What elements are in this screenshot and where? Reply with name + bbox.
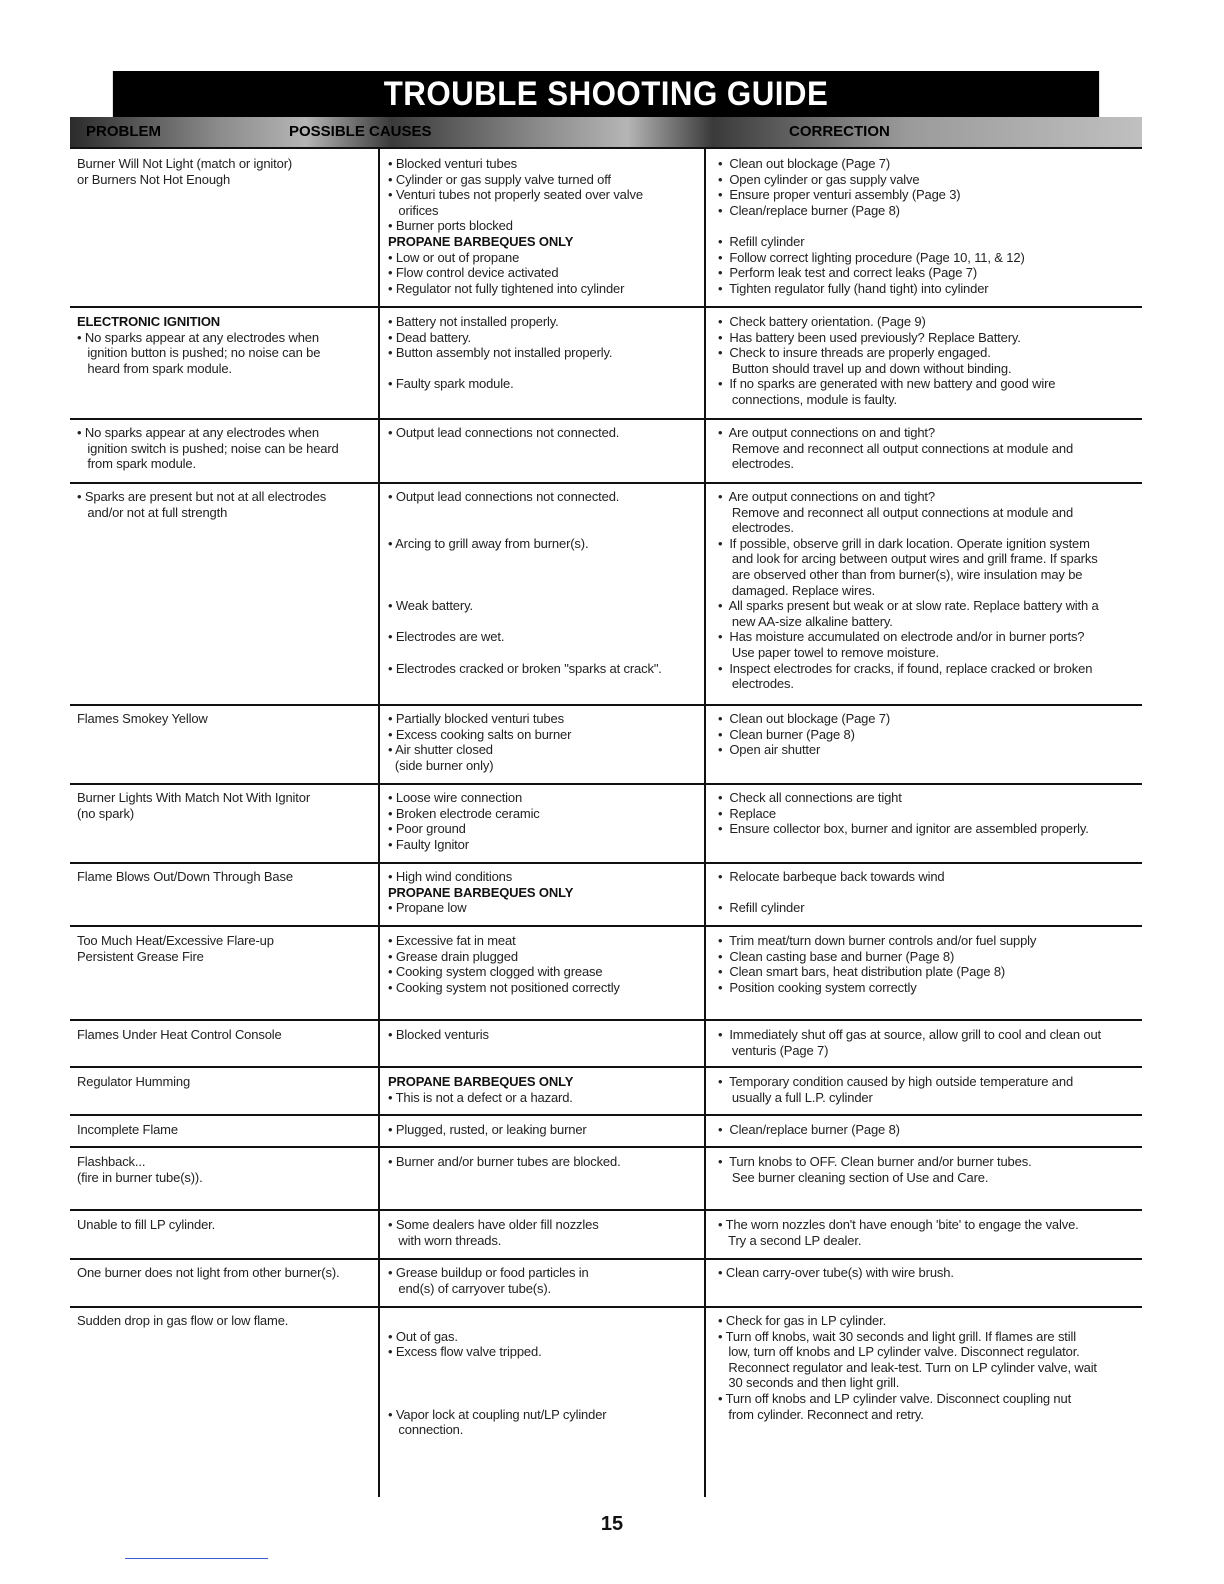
text-line: • Refill cylinder <box>718 233 805 249</box>
row-separator <box>70 1066 1142 1068</box>
problem-cell <box>77 1265 339 1281</box>
text-line: • Low or out of propane <box>388 249 520 265</box>
text-line: electrodes. <box>718 676 794 692</box>
problem-cell <box>77 711 208 727</box>
causes-cell <box>388 1313 606 1438</box>
text-line: • Faulty spark module. <box>388 376 514 392</box>
row-separator <box>70 1258 1142 1260</box>
correction-cell <box>718 1122 900 1138</box>
text-line <box>388 505 662 521</box>
correction-cell <box>718 1265 954 1281</box>
text-line: • Clean out blockage (Page 7) <box>718 711 891 726</box>
text-line: ELECTRONIC IGNITION <box>77 314 221 329</box>
text-line: • Clean burner (Page 8) <box>718 726 855 742</box>
text-line: • Temporary condition caused by high outside temperature and <box>718 1074 1074 1089</box>
text-line: • Vapor lock at coupling nut/LP cylinder <box>388 1406 607 1422</box>
text-line: Remove and reconnect all output connections at module and <box>718 504 1074 520</box>
text-line: • Open cylinder or gas supply valve <box>718 171 920 187</box>
causes-cell <box>388 1265 589 1296</box>
text-line: Incomplete Flame <box>77 1122 178 1137</box>
text-line: • Output lead connections not connected. <box>388 489 620 504</box>
column-divider-1 <box>378 147 380 1497</box>
problem-cell <box>77 1217 215 1233</box>
text-line: • Burner and/or burner tubes are blocked. <box>388 1154 621 1169</box>
problem-cell <box>77 314 320 376</box>
page-number: 15 <box>600 1513 624 1535</box>
header-correction: CORRECTION <box>789 123 890 140</box>
text-line: • Cylinder or gas supply valve turned off <box>388 171 611 187</box>
text-line: • Tighten regulator fully (hand tight) into cylinder <box>718 280 989 296</box>
text-line: • Electrodes are wet. <box>388 629 505 645</box>
text-line: • Burner ports blocked <box>388 218 513 234</box>
text-line <box>388 1360 606 1376</box>
text-line <box>388 567 662 583</box>
text-line <box>388 551 662 567</box>
header-possible-causes: POSSIBLE CAUSES <box>289 123 432 140</box>
column-divider-2 <box>704 147 706 1497</box>
text-line: Flames Under Heat Control Console <box>77 1027 282 1042</box>
row-separator <box>70 306 1142 308</box>
causes-cell <box>388 314 612 392</box>
text-line: ignition switch is pushed; noise can be heard <box>77 440 339 456</box>
text-line: • No sparks appear at any electrodes when <box>77 329 319 345</box>
text-line: Burner Lights With Match Not With Ignitor <box>77 790 310 805</box>
text-line: 30 seconds and then light grill. <box>718 1375 900 1391</box>
text-line: • Excess cooking salts on burner <box>388 726 572 742</box>
row-separator <box>70 1114 1142 1116</box>
text-line: • Weak battery. <box>388 598 473 614</box>
causes-cell <box>388 869 573 916</box>
problem-cell <box>77 1027 282 1043</box>
text-line: • Clean/replace burner (Page 8) <box>718 202 900 218</box>
text-line: • Clean out blockage (Page 7) <box>718 156 891 171</box>
text-line: • High wind conditions <box>388 869 513 884</box>
text-line: • Follow correct lighting procedure (Page 10, 11, & 12) <box>718 249 1025 265</box>
table-header <box>70 117 1142 149</box>
text-line <box>388 1313 606 1329</box>
text-line: • Excess flow valve tripped. <box>388 1344 542 1360</box>
text-line <box>388 614 662 630</box>
correction-cell <box>718 314 1055 408</box>
text-line: • Some dealers have older fill nozzles <box>388 1217 599 1232</box>
text-line: (fire in burner tube(s)). <box>77 1169 203 1185</box>
row-separator <box>70 418 1142 420</box>
text-line: • This is not a defect or a hazard. <box>388 1089 573 1105</box>
text-line: • Arcing to grill away from burner(s). <box>388 535 589 551</box>
text-line: • Are output connections on and tight? <box>718 489 935 504</box>
causes-cell <box>388 1027 489 1043</box>
text-line: venturis (Page 7) <box>718 1042 829 1058</box>
text-line: • Out of gas. <box>388 1328 458 1344</box>
text-line: • Blocked venturis <box>388 1027 489 1042</box>
text-line: • Output lead connections not connected. <box>388 425 620 440</box>
text-line: heard from spark module. <box>77 360 232 376</box>
text-line: Use paper towel to remove moisture. <box>718 644 940 660</box>
problem-cell <box>77 1074 190 1090</box>
text-line: • Inspect electrodes for cracks, if found, replace cracked or broken <box>718 660 1093 676</box>
text-line: Reconnect regulator and leak-test. Turn on LP cylinder valve, wait <box>718 1359 1097 1375</box>
text-line: • All sparks present but weak or at slow rate. Replace battery with a <box>718 598 1099 614</box>
correction-cell <box>718 1074 1073 1105</box>
correction-cell <box>718 933 1036 995</box>
text-line: end(s) of carryover tube(s). <box>388 1280 551 1296</box>
text-line: orifices <box>388 202 439 218</box>
text-line: • Check all connections are tight <box>718 790 902 805</box>
text-line: • No sparks appear at any electrodes when <box>77 425 319 440</box>
row-separator <box>70 1209 1142 1211</box>
text-line: Flame Blows Out/Down Through Base <box>77 869 293 884</box>
text-line: • Air shutter closed <box>388 742 493 758</box>
problem-cell <box>77 425 339 472</box>
text-line: • Blocked venturi tubes <box>388 156 518 171</box>
text-line: • Broken electrode ceramic <box>388 805 540 821</box>
text-line: • Clean casting base and burner (Page 8) <box>718 948 955 964</box>
text-line: • Clean carry-over tube(s) with wire brush. <box>718 1265 954 1280</box>
text-line: Too Much Heat/Excessive Flare-up <box>77 933 274 948</box>
text-line: or Burners Not Hot Enough <box>77 171 231 187</box>
text-line: Regulator Humming <box>77 1074 191 1089</box>
text-line: • Perform leak test and correct leaks (Page 7) <box>718 265 978 281</box>
problem-cell <box>77 1122 178 1138</box>
text-line: • Are output connections on and tight? <box>718 425 935 440</box>
causes-cell <box>388 489 662 676</box>
text-line: • Check to insure threads are properly engaged. <box>718 345 991 361</box>
text-line: • Turn off knobs, wait 30 seconds and light grill. If flames are still <box>718 1328 1076 1344</box>
text-line <box>718 218 1025 234</box>
causes-cell <box>388 1122 587 1138</box>
text-line: • Cooking system not positioned correctly <box>388 979 620 995</box>
problem-cell <box>77 790 310 821</box>
text-line: • Ensure proper venturi assembly (Page 3) <box>718 187 961 203</box>
text-line: • Dead battery. <box>388 329 471 345</box>
text-line: • If no sparks are generated with new battery and good wire <box>718 376 1056 392</box>
text-line: from cylinder. Reconnect and retry. <box>718 1406 924 1422</box>
text-line: ignition button is pushed; no noise can be <box>77 345 321 361</box>
text-line: • Excessive fat in meat <box>388 933 516 948</box>
text-line: • Partially blocked venturi tubes <box>388 711 564 726</box>
text-line <box>388 583 662 599</box>
text-line <box>718 885 945 901</box>
row-separator <box>70 783 1142 785</box>
text-line: and/or not at full strength <box>77 504 228 520</box>
text-line: (side burner only) <box>388 757 494 773</box>
text-line: • Position cooking system correctly <box>718 979 917 995</box>
text-line: • Relocate barbeque back towards wind <box>718 869 945 884</box>
text-line: • Cooking system clogged with grease <box>388 964 603 980</box>
text-line: Remove and reconnect all output connections at module and <box>718 440 1074 456</box>
text-line: • Replace <box>718 805 776 821</box>
text-line: PROPANE BARBEQUES ONLY <box>388 1074 574 1089</box>
text-line: Button should travel up and down without binding. <box>718 360 1012 376</box>
causes-cell <box>388 1074 573 1105</box>
text-line: and look for arcing between output wires and grill frame. If sparks <box>718 551 1098 567</box>
text-line: Persistent Grease Fire <box>77 948 204 964</box>
text-line: One burner does not light from other burner(s). <box>77 1265 340 1280</box>
text-line <box>388 1391 606 1407</box>
text-line: electrodes. <box>718 520 794 536</box>
causes-cell <box>388 790 540 852</box>
text-line: Unable to fill LP cylinder. <box>77 1217 216 1232</box>
text-line: • Turn knobs to OFF. Clean burner and/or burner tubes. <box>718 1154 1032 1169</box>
row-separator <box>70 925 1142 927</box>
text-line: • Battery not installed properly. <box>388 314 559 329</box>
text-line: Flames Smokey Yellow <box>77 711 208 726</box>
text-line: • Loose wire connection <box>388 790 523 805</box>
correction-cell <box>718 711 890 758</box>
causes-cell <box>388 425 619 441</box>
correction-cell <box>718 790 1089 837</box>
text-line: • Flow control device activated <box>388 265 559 281</box>
text-line: connections, module is faulty. <box>718 391 897 407</box>
problem-cell <box>77 1313 288 1329</box>
text-line: • Has moisture accumulated on electrode and/or in burner ports? <box>718 629 1085 645</box>
row-separator <box>70 704 1142 706</box>
text-line: • Venturi tubes not properly seated over valve <box>388 187 643 203</box>
text-line: connection. <box>388 1422 464 1438</box>
causes-cell <box>388 156 643 296</box>
causes-cell <box>388 1217 599 1248</box>
text-line: • Ensure collector box, burner and ignitor are assembled properly. <box>718 821 1089 837</box>
text-line: • Clean/replace burner (Page 8) <box>718 1122 900 1137</box>
problem-cell <box>77 156 292 187</box>
text-line <box>388 520 662 536</box>
row-separator <box>70 1146 1142 1148</box>
text-line: See burner cleaning section of Use and Care. <box>718 1169 989 1185</box>
text-line: • Grease buildup or food particles in <box>388 1265 589 1280</box>
correction-cell <box>718 1027 1101 1058</box>
text-line: • Immediately shut off gas at source, allow grill to cool and clean out <box>718 1027 1101 1042</box>
correction-cell <box>718 489 1099 692</box>
footer-rule <box>125 1558 268 1559</box>
row-separator <box>70 1306 1142 1308</box>
text-line: • Check battery orientation. (Page 9) <box>718 314 926 329</box>
text-line: new AA-size alkaline battery. <box>718 613 893 629</box>
problem-cell <box>77 933 274 964</box>
row-separator <box>70 1019 1142 1021</box>
causes-cell <box>388 933 620 995</box>
text-line: usually a full L.P. cylinder <box>718 1089 873 1105</box>
text-line: • Plugged, rusted, or leaking burner <box>388 1122 587 1137</box>
text-line: • Grease drain plugged <box>388 948 518 964</box>
text-line: with worn threads. <box>388 1232 502 1248</box>
text-line: are observed other than from burner(s), wire insulation may be <box>718 566 1083 582</box>
row-separator <box>70 482 1142 484</box>
text-line: low, turn off knobs and LP cylinder valve. Disconnect regulator. <box>718 1344 1080 1360</box>
text-line: • The worn nozzles don't have enough 'bite' to engage the valve. <box>718 1217 1079 1232</box>
text-line: • Electrodes cracked or broken "sparks at crack". <box>388 660 662 676</box>
text-line: • Check for gas in LP cylinder. <box>718 1313 887 1328</box>
text-line: Flashback... <box>77 1154 146 1169</box>
row-separator <box>70 862 1142 864</box>
text-line: Sudden drop in gas flow or low flame. <box>77 1313 289 1328</box>
text-line: PROPANE BARBEQUES ONLY <box>388 233 574 249</box>
page-title: TROUBLE SHOOTING GUIDE <box>113 71 1099 117</box>
text-line: • Refill cylinder <box>718 900 805 916</box>
correction-cell <box>718 156 1025 296</box>
text-line: • Faulty Ignitor <box>388 836 469 852</box>
text-line: • Open air shutter <box>718 742 821 758</box>
text-line: • Trim meat/turn down burner controls and/or fuel supply <box>718 933 1037 948</box>
text-line: • Sparks are present but not at all electrodes <box>77 489 327 504</box>
text-line: Try a second LP dealer. <box>718 1232 862 1248</box>
correction-cell <box>718 1154 1032 1185</box>
text-line: damaged. Replace wires. <box>718 582 876 598</box>
correction-cell <box>718 869 945 916</box>
text-line: • Turn off knobs and LP cylinder valve. Disconnect coupling nut <box>718 1390 1072 1406</box>
text-line: (no spark) <box>77 805 135 821</box>
correction-cell <box>718 1313 1097 1422</box>
causes-cell <box>388 711 571 773</box>
causes-cell <box>388 1154 621 1170</box>
problem-cell <box>77 489 326 520</box>
correction-cell <box>718 1217 1079 1248</box>
text-line: electrodes. <box>718 456 794 472</box>
text-line: from spark module. <box>77 456 196 472</box>
text-line: • Clean smart bars, heat distribution plate (Page 8) <box>718 964 1006 980</box>
text-line <box>388 645 662 661</box>
problem-cell <box>77 869 293 885</box>
text-line <box>388 361 612 377</box>
correction-cell <box>718 425 1073 472</box>
text-line: • Button assembly not installed properly. <box>388 345 613 361</box>
text-line: • Poor ground <box>388 821 466 837</box>
text-line: PROPANE BARBEQUES ONLY <box>388 884 574 900</box>
text-line: • If possible, observe grill in dark location. Operate ignition system <box>718 535 1090 551</box>
problem-cell <box>77 1154 203 1185</box>
header-problem: PROBLEM <box>86 123 161 140</box>
text-line: • Has battery been used previously? Replace Battery. <box>718 329 1021 345</box>
text-line <box>388 1375 606 1391</box>
text-line: • Propane low <box>388 900 467 916</box>
text-line: Burner Will Not Light (match or ignitor) <box>77 156 293 171</box>
text-line: • Regulator not fully tightened into cylinder <box>388 280 625 296</box>
